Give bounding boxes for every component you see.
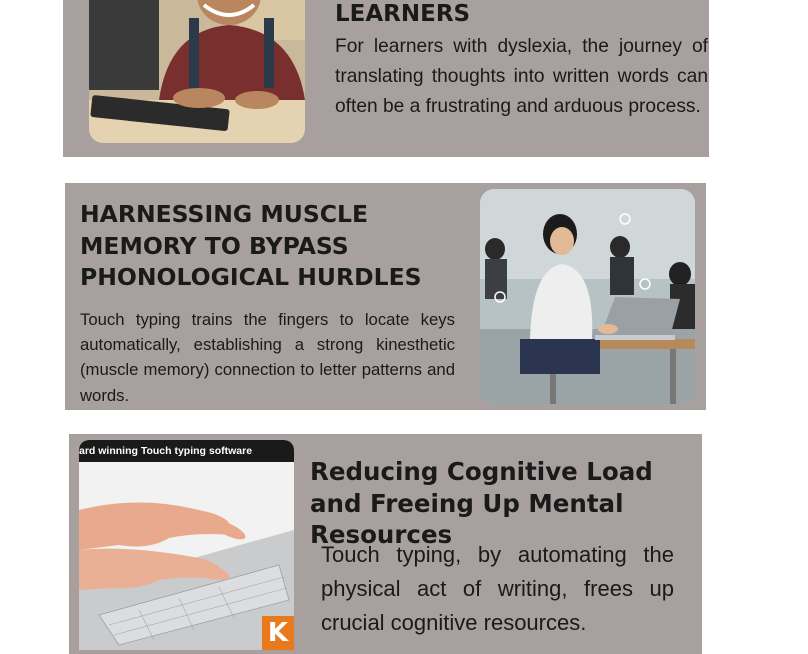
section-body: Touch typing trains the fingers to locate keys automatically, establishing a strong kinesthetic (muscle memory) connection to letter patterns and words.	[80, 310, 455, 405]
smiling-student-typing-photo	[89, 0, 305, 143]
software-banner: ard winning Touch typing software	[79, 440, 294, 462]
section-title: HARNESSING MUSCLE MEMORY TO BYPASS PHONOLOGICAL HURDLES	[80, 200, 422, 291]
section-title: LEARNERS	[335, 1, 471, 27]
k-logo: K	[262, 616, 294, 650]
classroom-laptop-photo	[480, 189, 695, 404]
section-title: Reducing Cognitive Load and Freeing Up Mental Resources	[310, 457, 653, 549]
hands-on-keyboard-photo	[79, 440, 294, 650]
section-body: Touch typing, by automating the physical act of writing, frees up crucial cognitive resources.	[321, 542, 674, 635]
section-body: For learners with dyslexia, the journey of translating thoughts into written words can often be a frustrating and arduous process.	[335, 36, 708, 117]
